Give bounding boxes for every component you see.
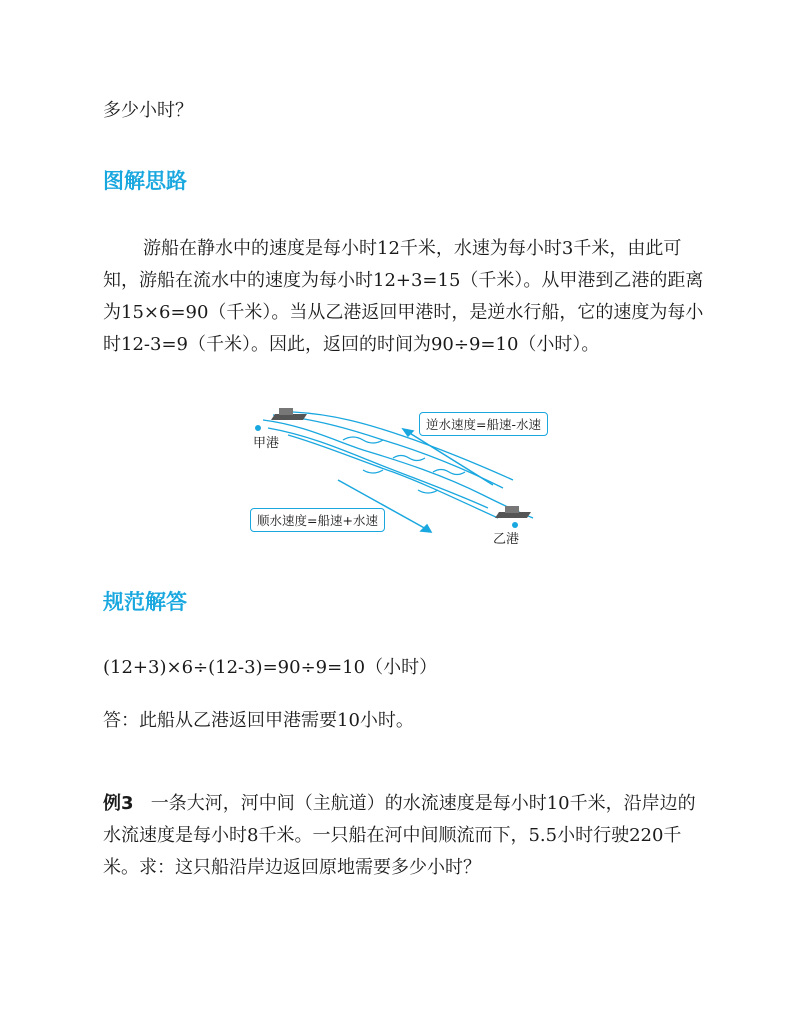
upstream-speed-box: 逆水速度=船速-水速 [419,412,548,436]
answer-text: 答：此船从乙港返回甲港需要10小时。 [103,710,414,731]
port-a-label: 甲港 [253,436,280,451]
example-label: 例3 [103,793,134,814]
port-b-label: 乙港 [493,532,520,547]
explanation-paragraph: 游船在静水中的速度是每小时12千米，水速为每小时3千米，由此可知，游船在流水中的速度为每小时12+3=15（千米）。从甲港到乙港的距离为15×6=90（千米）。当从乙港返回甲港时，是逆水行船，它的速度为每小时12-3=9（千米）。因此，返回的时间为90÷9=10（小时）。 [103,238,704,355]
boat-icon-a [271,408,307,420]
solution-formula: (12+3)×6÷(12-3)=90÷9=10（小时） [103,657,438,678]
section-heading-standard-answer: 规范解答 [103,590,187,614]
river-diagram [243,400,563,545]
downstream-speed-box: 顺水速度=船速+水速 [250,508,385,532]
section-heading-diagram-idea: 图解思路 [103,169,187,193]
boat-icon-b [495,506,531,518]
example3-text: 一条大河，河中间（主航道）的水流速度是每小时10千米，沿岸边的水流速度是每小时8千米。一只船在河中间顺流而下，5.5小时行驶220千米。求：这只船沿岸边返回原地需要多少小时？ [103,793,696,878]
example3-paragraph [103,788,708,884]
intro-tail-text: 多少小时？ [103,100,193,121]
